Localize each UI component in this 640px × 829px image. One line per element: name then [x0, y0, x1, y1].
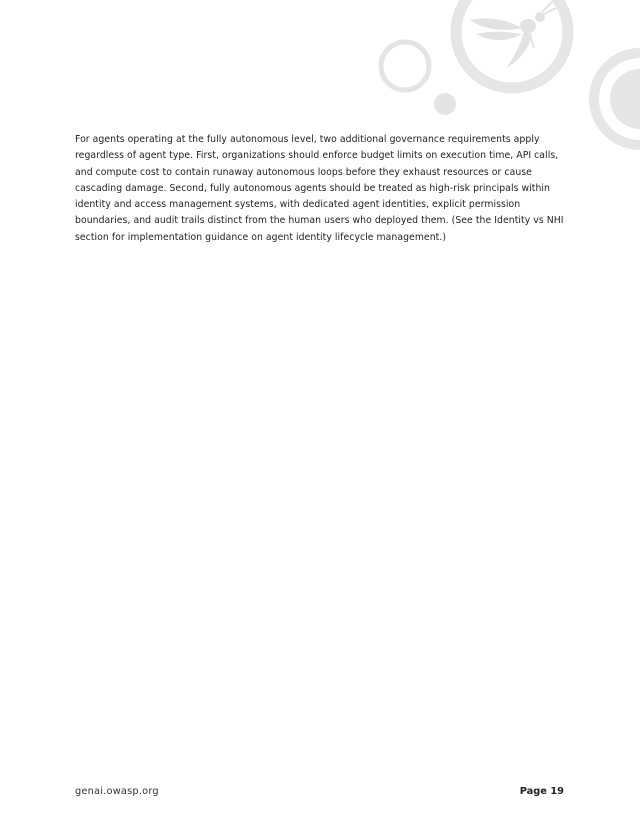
- decor-ring-small: [381, 42, 429, 90]
- footer-website-link[interactable]: genai.owasp.org: [75, 786, 159, 797]
- decor-ring-logo: [456, 0, 568, 88]
- body-paragraph: For agents operating at the fully autonomous level, two additional governance requirements apply regardless of agent type. First, organizations should enforce budget limits on execution time, API calls, and compute cost to contain runaway autonomous loops before they exhaust resources or cause cascading damage. Second, fully autonomous agents should be treated as high-risk principals within identity and access management systems, with dedicated agent identities, explicit permission boundaries, and audit trails distinct from the human users who deployed them. (See the Identity vs NHI section for implementation guidance on agent identity lifecycle management.): [75, 134, 564, 243]
- owasp-wasp-logo-icon: [470, 2, 556, 68]
- decor-disc-right: [610, 69, 640, 129]
- decor-dot: [434, 93, 456, 115]
- page-number: Page 19: [519, 786, 564, 797]
- decor-ring-right: [594, 53, 640, 145]
